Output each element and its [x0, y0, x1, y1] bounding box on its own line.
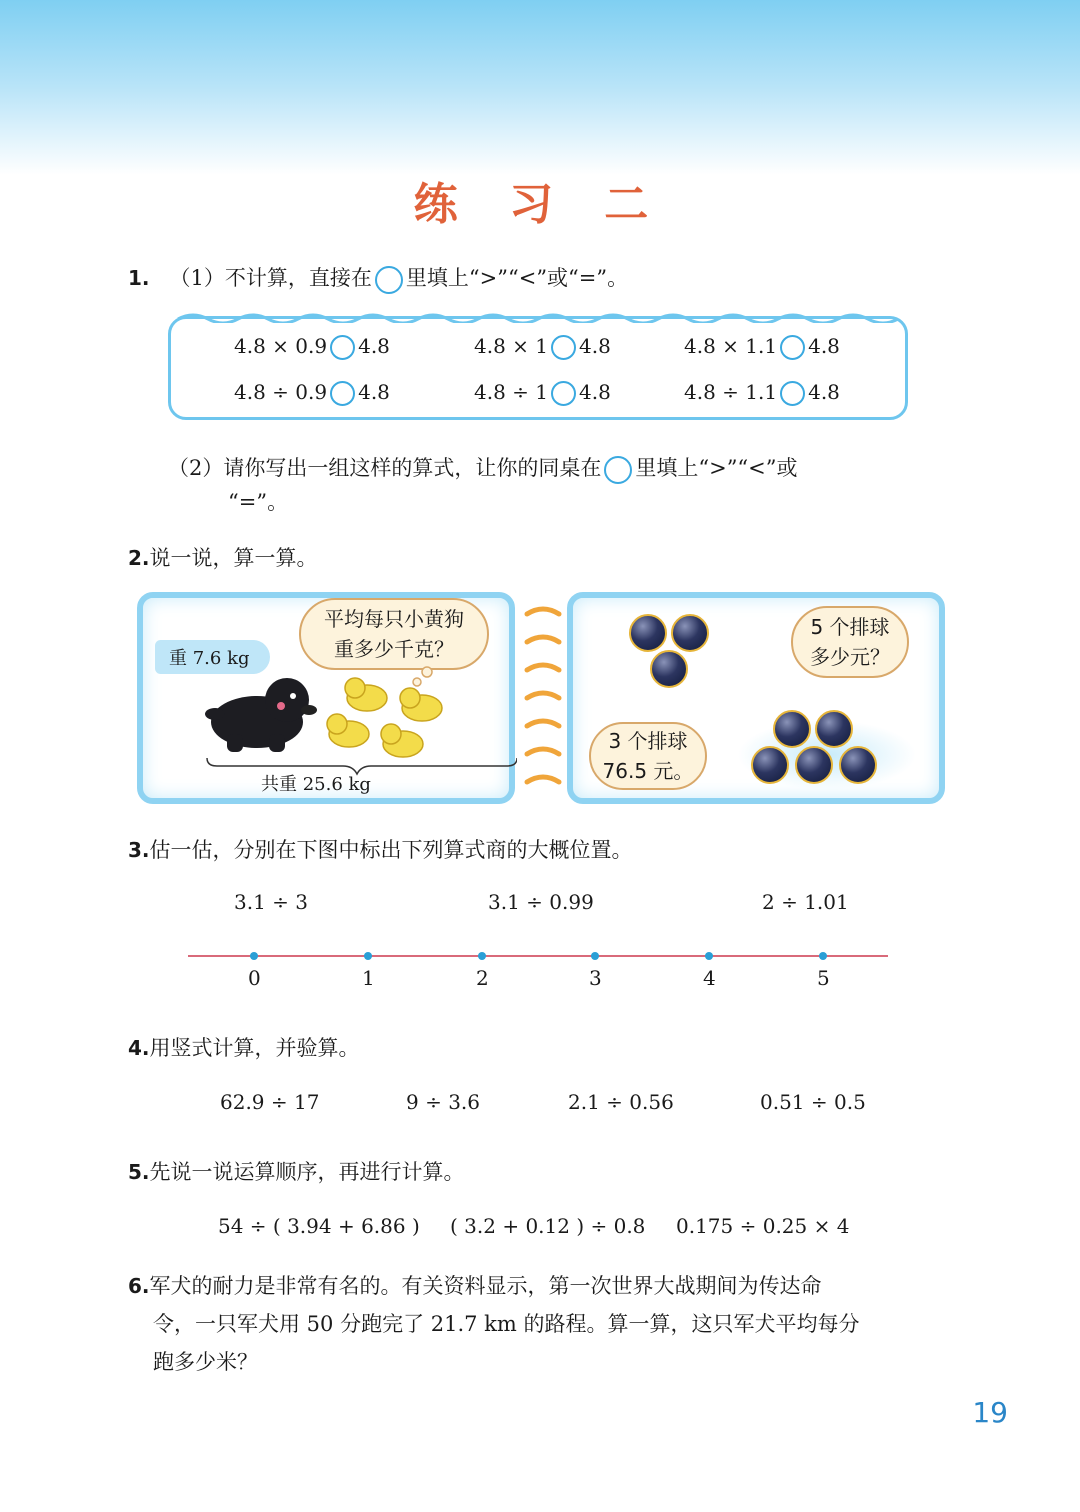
q4-expr-2: 9 ÷ 3.6	[406, 1090, 481, 1114]
answer-circle-icon[interactable]	[780, 381, 805, 406]
volleyball-icon	[629, 614, 667, 652]
tick-label-0: 0	[248, 966, 261, 990]
q1-part2	[168, 452, 798, 484]
page-number: 19	[972, 1396, 1008, 1429]
answer-circle-icon	[375, 266, 403, 294]
volleyball-icon	[650, 650, 688, 688]
tick-dot-4	[705, 952, 713, 960]
thought-cloud-five-balls	[791, 606, 909, 678]
volleyball-icon	[671, 614, 709, 652]
cloud-text-line: 重多少千克？	[334, 637, 454, 661]
q1-row1-item2: 4.8 × 1 4.8	[474, 334, 611, 358]
tick-dot-3	[591, 952, 599, 960]
q3-expr-2: 3.1 ÷ 0.99	[488, 890, 594, 914]
cloud-text-line: 平均每只小黄狗	[324, 607, 464, 631]
volleyball-icon	[815, 710, 853, 748]
answer-circle-icon[interactable]	[551, 335, 576, 360]
q6-line-1	[128, 1270, 822, 1300]
page-title: 练 习 二	[413, 179, 667, 230]
answer-circle-icon	[604, 456, 632, 484]
tick-label-4: 4	[703, 966, 716, 990]
q1-row2-item1: 4.8 ÷ 0.9 4.8	[234, 380, 390, 404]
thought-cloud-three-balls	[589, 722, 707, 790]
q5-number: 5.	[128, 1160, 150, 1184]
q5-text: 先说一说运算顺序，再进行计算。	[149, 1160, 465, 1184]
q3-expr-3: 2 ÷ 1.01	[762, 890, 849, 914]
volleyball-icon	[839, 746, 877, 784]
tick-dot-0	[250, 952, 258, 960]
number-line	[186, 948, 890, 964]
answer-circle-icon[interactable]	[780, 335, 805, 360]
q1-part1-prefix: （1）不计算，直接在	[169, 266, 372, 290]
q5-expr-1: 54 ÷ ( 3.94 + 6.86 )	[218, 1214, 420, 1238]
q4-expr-3: 2.1 ÷ 0.56	[568, 1090, 674, 1114]
q1-row1-item1: 4.8 × 0.9 4.8	[234, 334, 390, 358]
q1-part2-line2: “=”。	[228, 490, 289, 514]
cloud-text-line: 多少元？	[810, 645, 890, 669]
cloud-text-line: 76.5 元。	[602, 759, 694, 783]
q4-number: 4.	[128, 1036, 150, 1060]
q4-expr-1: 62.9 ÷ 17	[220, 1090, 320, 1114]
q1-part1	[128, 262, 628, 294]
tick-dot-5	[819, 952, 827, 960]
q6-text-1: 军犬的耐力是非常有名的。有关资料显示，第一次世界大战期间为传达命	[149, 1274, 822, 1298]
cloud-text-line: 5 个排球	[810, 615, 890, 639]
volleyball-icon	[773, 710, 811, 748]
q4-expr-4: 0.51 ÷ 0.5	[760, 1090, 866, 1114]
q5-heading	[128, 1156, 465, 1186]
q5-expr-3: 0.175 ÷ 0.25 × 4	[676, 1214, 850, 1238]
cloud-text-line: 3 个排球	[608, 729, 688, 753]
q1-row2-item3: 4.8 ÷ 1.1 4.8	[684, 380, 840, 404]
answer-circle-icon[interactable]	[330, 381, 355, 406]
weight-tag: 重 7.6 kg	[155, 640, 270, 674]
q1-part1-suffix: 里填上“>”“<”或“=”。	[405, 266, 629, 290]
tick-label-5: 5	[817, 966, 830, 990]
q2-number: 2.	[128, 546, 150, 570]
q2-heading	[128, 542, 318, 572]
header-gradient	[0, 0, 1080, 175]
q6-line-3: 跑多少米？	[153, 1350, 258, 1374]
q1-row1-item3: 4.8 × 1.1 4.8	[684, 334, 840, 358]
tick-label-3: 3	[589, 966, 602, 990]
volleyball-icon	[795, 746, 833, 784]
tick-label-2: 2	[476, 966, 489, 990]
q1-row2-item2: 4.8 ÷ 1 4.8	[474, 380, 611, 404]
notebook-spiral-icon	[523, 592, 563, 804]
q1-part2-prefix: （2）请你写出一组这样的算式，让你的同桌在	[168, 456, 602, 480]
q3-heading	[128, 834, 633, 864]
q2-notebook-illustration	[137, 592, 945, 804]
q6-number: 6.	[128, 1274, 150, 1298]
answer-circle-icon[interactable]	[551, 381, 576, 406]
tick-dot-2	[478, 952, 486, 960]
q1-number: 1.	[128, 266, 150, 290]
total-weight-label: 共重 25.6 kg	[261, 774, 371, 795]
thought-cloud-dogs	[299, 598, 489, 670]
wavy-border-icon	[168, 311, 908, 323]
volleyball-icon	[751, 746, 789, 784]
q5-expr-2: ( 3.2 + 0.12 ) ÷ 0.8	[450, 1214, 646, 1238]
answer-circle-icon[interactable]	[330, 335, 355, 360]
q3-text: 估一估，分别在下图中标出下列算式商的大概位置。	[149, 838, 633, 862]
q1-part2-suffix: 里填上“>”“<”或	[635, 456, 798, 480]
q4-text: 用竖式计算，并验算。	[149, 1036, 360, 1060]
q6-line-2: 令，一只军犬用 50 分跑完了 21.7 km 的路程。算一算，这只军犬平均每分	[153, 1312, 860, 1336]
tick-label-1: 1	[362, 966, 375, 990]
q2-text: 说一说，算一算。	[149, 546, 318, 570]
q4-heading	[128, 1032, 360, 1062]
tick-dot-1	[364, 952, 372, 960]
q3-expr-1: 3.1 ÷ 3	[234, 890, 309, 914]
q3-number: 3.	[128, 838, 150, 862]
